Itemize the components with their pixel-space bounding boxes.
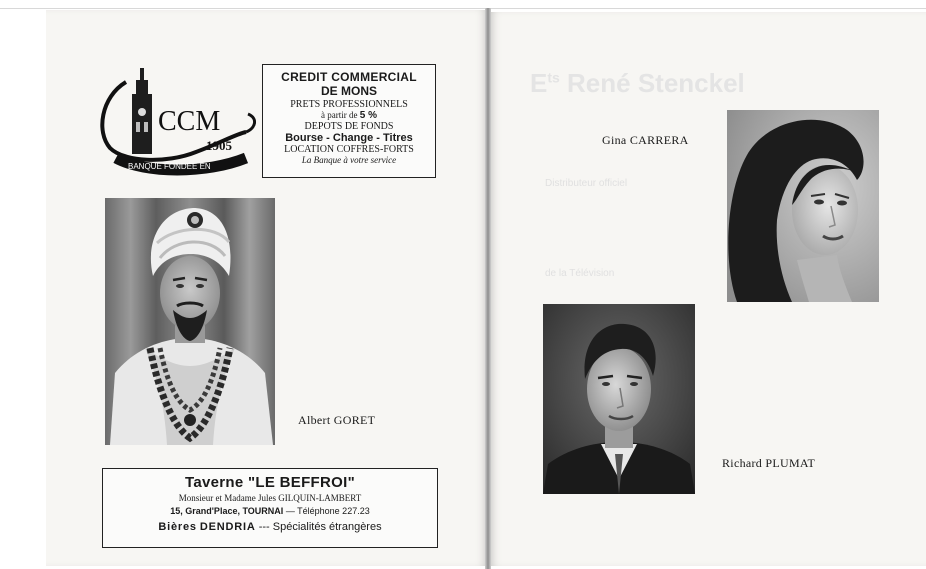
taverne-advertisement xyxy=(102,468,438,548)
taverne-specialties: Spécialités étrangères xyxy=(272,521,382,533)
taverne-owners: Monsieur et Madame Jules GILQUIN-LAMBERT xyxy=(178,493,362,503)
bank-monogram: CCM xyxy=(158,106,221,137)
bank-name-line1: CREDIT COMMERCIAL xyxy=(281,70,417,84)
taverne-title: Taverne "LE BEFFROI" xyxy=(185,474,355,491)
photo-albert-goret xyxy=(105,198,275,445)
photo-richard-plumat xyxy=(543,304,695,494)
beer-separator: --- xyxy=(258,521,270,533)
caption-albert-goret: Albert GORET xyxy=(298,413,376,427)
taverne-address: 15, Grand'Place, TOURNAI xyxy=(170,506,284,516)
bank-name-line2: DE MONS xyxy=(320,84,377,98)
bank-rate-prefix: à partir de xyxy=(321,110,358,120)
ghost-text: $E^{ts}$ René Stenckel xyxy=(530,68,745,98)
bank-slogan: La Banque à votre service xyxy=(301,155,397,165)
bank-logo xyxy=(96,62,256,182)
bank-rate-value: 5 % xyxy=(359,110,377,121)
bank-ribbon-text: BANQUE FONDÉE EN xyxy=(128,162,211,171)
bank-location-line: LOCATION COFFRES-FORTS xyxy=(284,144,414,155)
photo-gina-carrera xyxy=(727,110,879,302)
bank-founding-year: 1905 xyxy=(206,138,232,153)
bank-advertisement xyxy=(262,64,436,178)
caption-richard-plumat: Richard PLUMAT xyxy=(722,456,816,470)
taverne-address-line xyxy=(103,506,437,516)
taverne-phone: — Téléphone 227.23 xyxy=(285,506,370,516)
caption-gina-carrera: Gina CARRERA xyxy=(602,133,689,147)
bank-rate-line xyxy=(263,110,435,121)
bank-services-line: Bourse - Change - Titres xyxy=(285,132,413,144)
beer-prefix: Bières xyxy=(158,521,197,533)
booklet-spine xyxy=(485,8,491,569)
beer-brand: DENDRIA xyxy=(199,521,256,533)
taverne-beer-line xyxy=(103,521,437,533)
ghost-text: de la Télévision xyxy=(545,268,615,279)
page-edge-line xyxy=(0,8,926,9)
bank-prets-line: PRETS PROFESSIONNELS xyxy=(290,99,408,110)
ghost-text: Distributeur officiel xyxy=(545,178,628,189)
bank-depots-line: DEPOTS DE FONDS xyxy=(304,121,394,132)
